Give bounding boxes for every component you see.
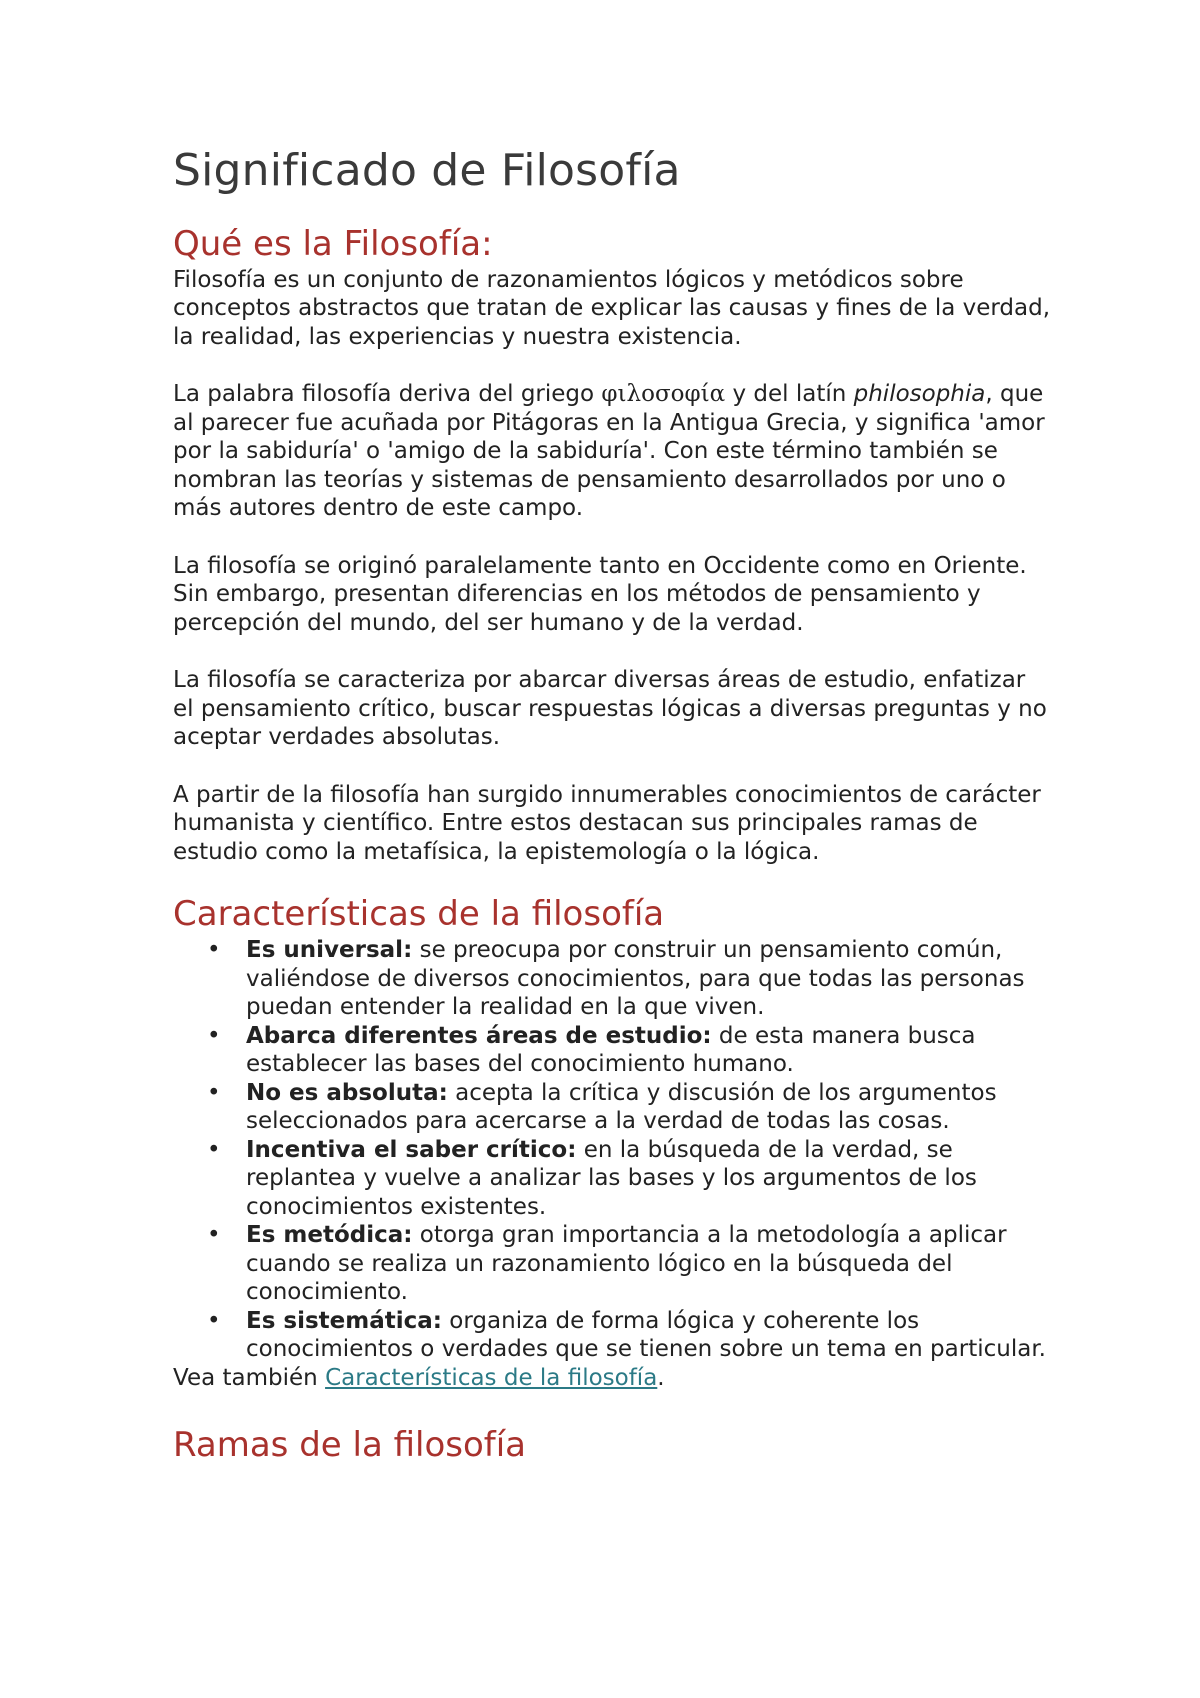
section-heading-what-is: Qué es la Filosofía: (173, 223, 493, 264)
bullet-icon: • (207, 1307, 221, 1334)
list-item (207, 1221, 1053, 1307)
feature-description: de esta manera busca establecer las bases del conocimiento humano. (246, 1022, 976, 1078)
paragraph-origin: La filosofía se originó paralelamente tanto en Occidente como en Oriente. Sin embargo, presentan diferencias en los métodos de pensamiento y percepción del mundo, del ser humano y de la verdad. (173, 552, 1027, 636)
see-also-prefix: Vea también (173, 1364, 326, 1391)
paragraph-etymology (173, 380, 1053, 523)
list-item (207, 1079, 1053, 1136)
feature-description: se preocupa por construir un pensamiento común, valiéndose de diversos conocimientos, para que todas las personas puedan entender la realidad en la que viven. (246, 937, 1025, 1021)
bullet-icon: • (207, 937, 221, 964)
list-item (207, 1307, 1053, 1364)
feature-description: acepta la crítica y discusión de los argumentos seleccionados para acercarse a la verdad de todas las cosas. (246, 1079, 997, 1135)
feature-description: en la búsqueda de la verdad, se replantea y vuelve a analizar las bases y los argumentos de los conocimientos existentes. (246, 1136, 977, 1220)
feature-description: otorga gran importancia a la metodología a aplicar cuando se realiza un razonamiento lógico en la búsqueda del conocimiento. (246, 1222, 1007, 1306)
list-item (207, 936, 1053, 1022)
feature-term: Abarca diferentes áreas de estudio: (246, 1022, 712, 1049)
paragraph-definition: Filosofía es un conjunto de razonamientos lógicos y metódicos sobre conceptos abstractos que tratan de explicar las causas y fines de la verdad, la realidad, las experiencias y nuestra existencia. (173, 266, 1051, 350)
bullet-icon: • (207, 1022, 221, 1049)
features-list (173, 936, 1053, 1364)
feature-term: No es absoluta: (246, 1079, 448, 1106)
paragraph-characterization: La filosofía se caracteriza por abarcar diversas áreas de estudio, enfatizar el pensamiento crítico, buscar respuestas lógicas a diversas preguntas y no aceptar verdades absolutas. (173, 667, 1047, 751)
document-page (173, 146, 1053, 1465)
bullet-icon: • (207, 1079, 221, 1106)
see-also-link[interactable]: Características de la filosofía (325, 1364, 658, 1391)
greek-word: φιλοσοφία (601, 381, 726, 408)
paragraph-branches-intro: A partir de la filosofía han surgido innumerables conocimientos de carácter humanista y científico. Entre estos destacan sus principales ramas de estudio como la metafísica, la epistemología o la lógica. (173, 781, 1041, 865)
feature-term: Incentiva el saber crítico: (246, 1136, 577, 1163)
see-also-suffix: . (657, 1364, 665, 1391)
latin-word: philosophia (853, 381, 986, 408)
bullet-icon: • (207, 1222, 221, 1249)
list-item (207, 1136, 1053, 1222)
feature-term: Es metódica: (246, 1222, 413, 1249)
etymology-text-start: La palabra filosofía deriva del griego (173, 381, 602, 408)
feature-term: Es universal: (246, 937, 413, 964)
feature-term: Es sistemática: (246, 1307, 442, 1334)
feature-description: organiza de forma lógica y coherente los conocimientos o verdades que se tienen sobre un tema en particular. (246, 1307, 1046, 1363)
bullet-icon: • (207, 1136, 221, 1163)
list-item (207, 1022, 1053, 1079)
see-also-line (173, 1364, 1053, 1393)
page-title: Significado de Filosofía (173, 145, 681, 196)
section-heading-branches: Ramas de la filosofía (173, 1425, 527, 1466)
section-heading-features: Características de la filosofía (173, 894, 665, 935)
etymology-text-middle: y del latín (725, 381, 854, 408)
etymology-text-end: , que al parecer fue acuñada por Pitágoras en la Antigua Grecia, y significa 'amor por la sabiduría' o 'amigo de la sabiduría'. Con este término también se nombran las teorías y sistemas de pensamiento desarrollados por uno o más autores dentro de este campo. (173, 381, 1045, 522)
